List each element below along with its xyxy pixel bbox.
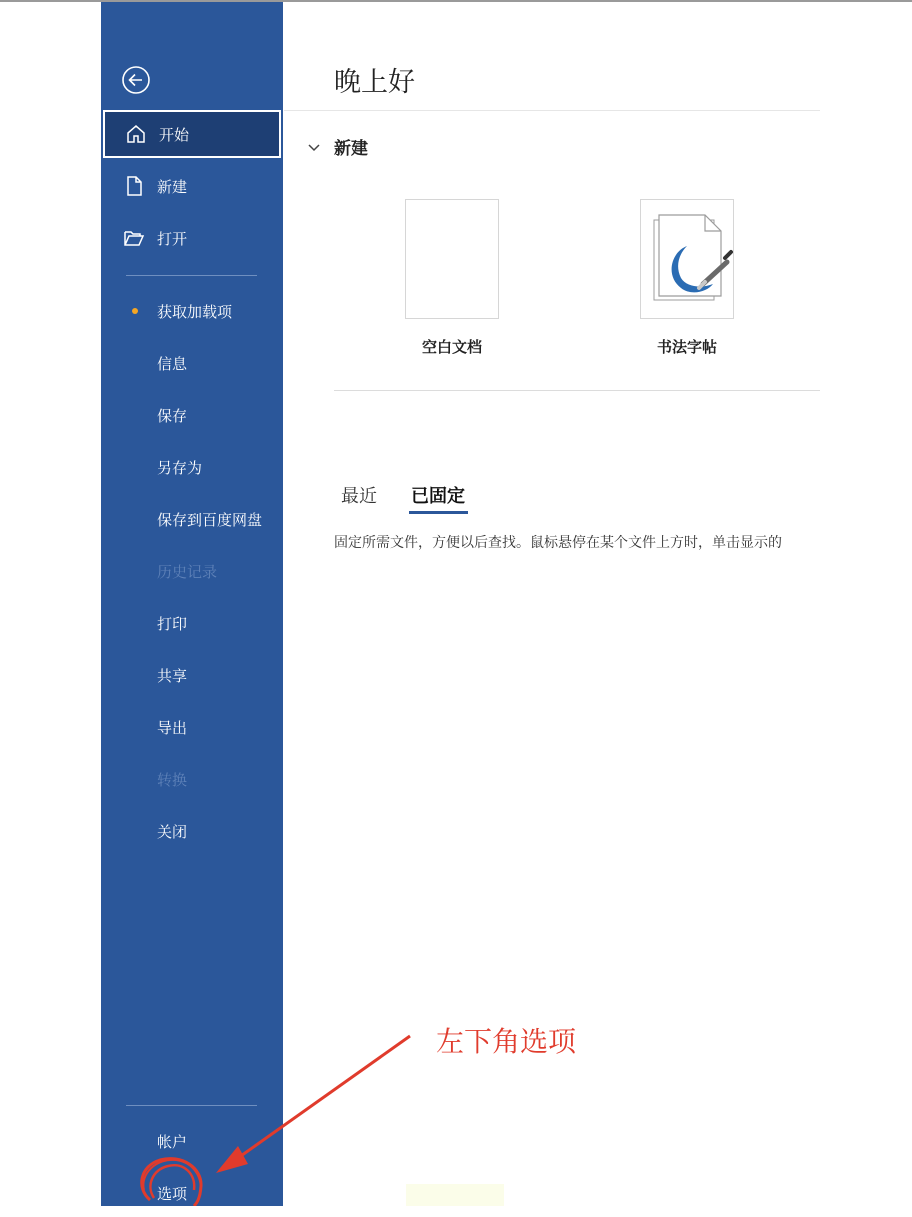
- tab-recent[interactable]: 最近: [341, 486, 377, 507]
- sidebar-item-label: 打开: [157, 229, 188, 248]
- sidebar-item-label: 打印: [157, 614, 188, 633]
- sidebar-item-home[interactable]: [103, 110, 281, 158]
- sidebar-item-label: 共享: [157, 666, 188, 685]
- sidebar-item-label: 关闭: [157, 822, 188, 841]
- sidebar-item-label: 选项: [157, 1184, 188, 1203]
- sidebar-item-save-as[interactable]: [101, 443, 283, 491]
- backstage-sidebar: [101, 2, 283, 1206]
- sidebar-item-info[interactable]: [101, 339, 283, 387]
- sidebar-item-label: 新建: [157, 177, 188, 196]
- sidebar-divider: [126, 1105, 257, 1106]
- chevron-down-icon[interactable]: [307, 139, 321, 151]
- open-folder-icon: [123, 227, 145, 249]
- sidebar-item-save-to-baidu[interactable]: [101, 495, 283, 543]
- sidebar-item-get-addins[interactable]: [101, 287, 283, 335]
- sidebar-item-close[interactable]: [101, 807, 283, 855]
- notification-dot: [132, 308, 138, 314]
- sidebar-item-label: 保存: [157, 406, 188, 425]
- sidebar-item-label: 信息: [157, 354, 188, 373]
- sidebar-item-label: 导出: [157, 718, 188, 737]
- sidebar-item-share[interactable]: [101, 651, 283, 699]
- template-thumbnail: [640, 199, 734, 319]
- sidebar-item-account[interactable]: [101, 1117, 283, 1165]
- annotation-label: 左下角选项: [436, 1025, 577, 1058]
- sidebar-item-export[interactable]: [101, 703, 283, 751]
- sidebar-item-label: 转换: [157, 770, 188, 789]
- new-document-icon: [123, 175, 145, 197]
- template-label: 空白文档: [421, 338, 482, 356]
- sidebar-item-print[interactable]: [101, 599, 283, 647]
- header-divider: [284, 110, 820, 111]
- home-icon: [125, 123, 147, 145]
- template-label: 书法字帖: [656, 338, 717, 356]
- template-thumbnail: [405, 199, 499, 319]
- greeting-heading: 晚上好: [334, 67, 415, 98]
- sidebar-item-label: 帐户: [157, 1132, 188, 1151]
- back-arrow-icon[interactable]: [121, 65, 151, 95]
- sidebar-item-label: 另存为: [157, 458, 203, 477]
- sidebar-item-options[interactable]: [101, 1169, 283, 1217]
- sidebar-item-label: 历史记录: [157, 562, 218, 581]
- sidebar-item-new[interactable]: [101, 162, 283, 210]
- tab-pinned[interactable]: 已固定: [411, 486, 465, 507]
- active-tab-indicator: [409, 511, 468, 514]
- calligraphy-brush-icon: [641, 200, 733, 318]
- sidebar-divider: [126, 275, 257, 276]
- sidebar-item-save[interactable]: [101, 391, 283, 439]
- sidebar-item-label: 开始: [159, 125, 190, 144]
- sidebar-item-open[interactable]: [101, 214, 283, 262]
- section-divider: [334, 390, 820, 391]
- sidebar-item-convert: [101, 755, 283, 803]
- new-section-title[interactable]: 新建: [334, 139, 368, 159]
- sidebar-item-label: 保存到百度网盘: [157, 510, 263, 529]
- pinned-description: 固定所需文件，方便以后查找。鼠标悬停在某个文件上方时，单击显示的: [334, 535, 782, 551]
- sidebar-item-label: 获取加载项: [157, 302, 233, 321]
- faint-highlight: [406, 1184, 504, 1206]
- sidebar-item-history: [101, 547, 283, 595]
